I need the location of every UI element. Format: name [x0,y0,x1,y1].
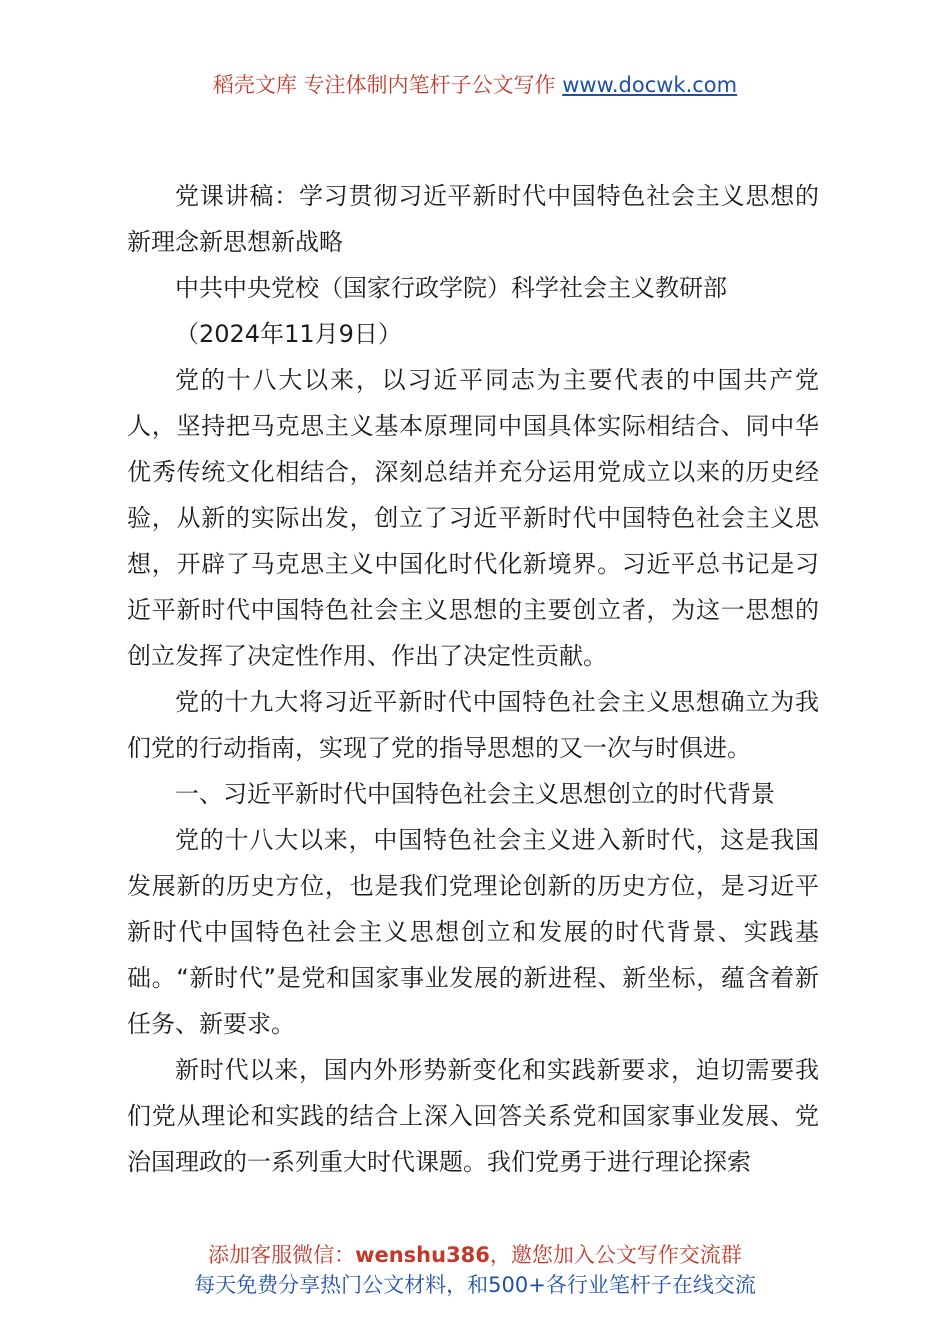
footer-suffix: ，邀您加入公文写作交流群 [489,1243,742,1267]
section-heading: 一、习近平新时代中国特色社会主义思想创立的时代背景 [175,780,775,808]
document-date: （2024年11月9日） [175,320,402,348]
paragraph: 新时代以来，国内外形势新变化和实践新要求，迫切需要我们党从理论和实践的结合上深入回答关系党和国家事业发展、党治国理政的一系列重大时代课题。我们党勇于进行理论探索 [127,1056,819,1176]
page-footer [0,1240,950,1300]
footer-contact-line [0,1240,950,1270]
document-author: 中共中央党校（国家行政学院）科学社会主义教研部 [175,274,727,302]
paragraph: 党的十八大以来，以习近平同志为主要代表的中国共产党人，坚持把马克思主义基本原理同中国具体实际相结合、同中华优秀传统文化相结合，深刻总结并充分运用党成立以来的历史经验，从新的实际出发，创立了习近平新时代中国特色社会主义思想，开辟了马克思主义中国化时代化新境界。习近平总书记是习近平新时代中国特色社会主义思想的主要创立者，为这一思想的创立发挥了决定性作用、作出了决定性贡献。 [127,366,819,670]
document-body [127,173,819,1185]
footer-promo-line: 每天免费分享热门公文材料，和500+各行业笔杆子在线交流 [194,1273,756,1297]
paragraph: 党的十八大以来，中国特色社会主义进入新时代，这是我国发展新的历史方位，也是我们党理论创新的历史方位，是习近平新时代中国特色社会主义思想创立和发展的时代背景、实践基础。“新时代”是党和国家事业发展的新进程、新坐标，蕴含着新任务、新要求。 [127,826,819,1038]
website-link[interactable]: www.docwk.com [562,73,738,97]
footer-prefix: 添加客服微信： [208,1243,356,1267]
document-title: 党课讲稿：学习贯彻习近平新时代中国特色社会主义思想的新理念新思想新战略 [127,182,819,256]
brand-text: 稻壳文库 专注体制内笔杆子公文写作 [212,73,556,97]
page-header [0,70,950,100]
paragraph: 党的十九大将习近平新时代中国特色社会主义思想确立为我们党的行动指南，实现了党的指导思想的又一次与时俱进。 [127,688,819,762]
wechat-id: wenshu386 [355,1243,490,1267]
